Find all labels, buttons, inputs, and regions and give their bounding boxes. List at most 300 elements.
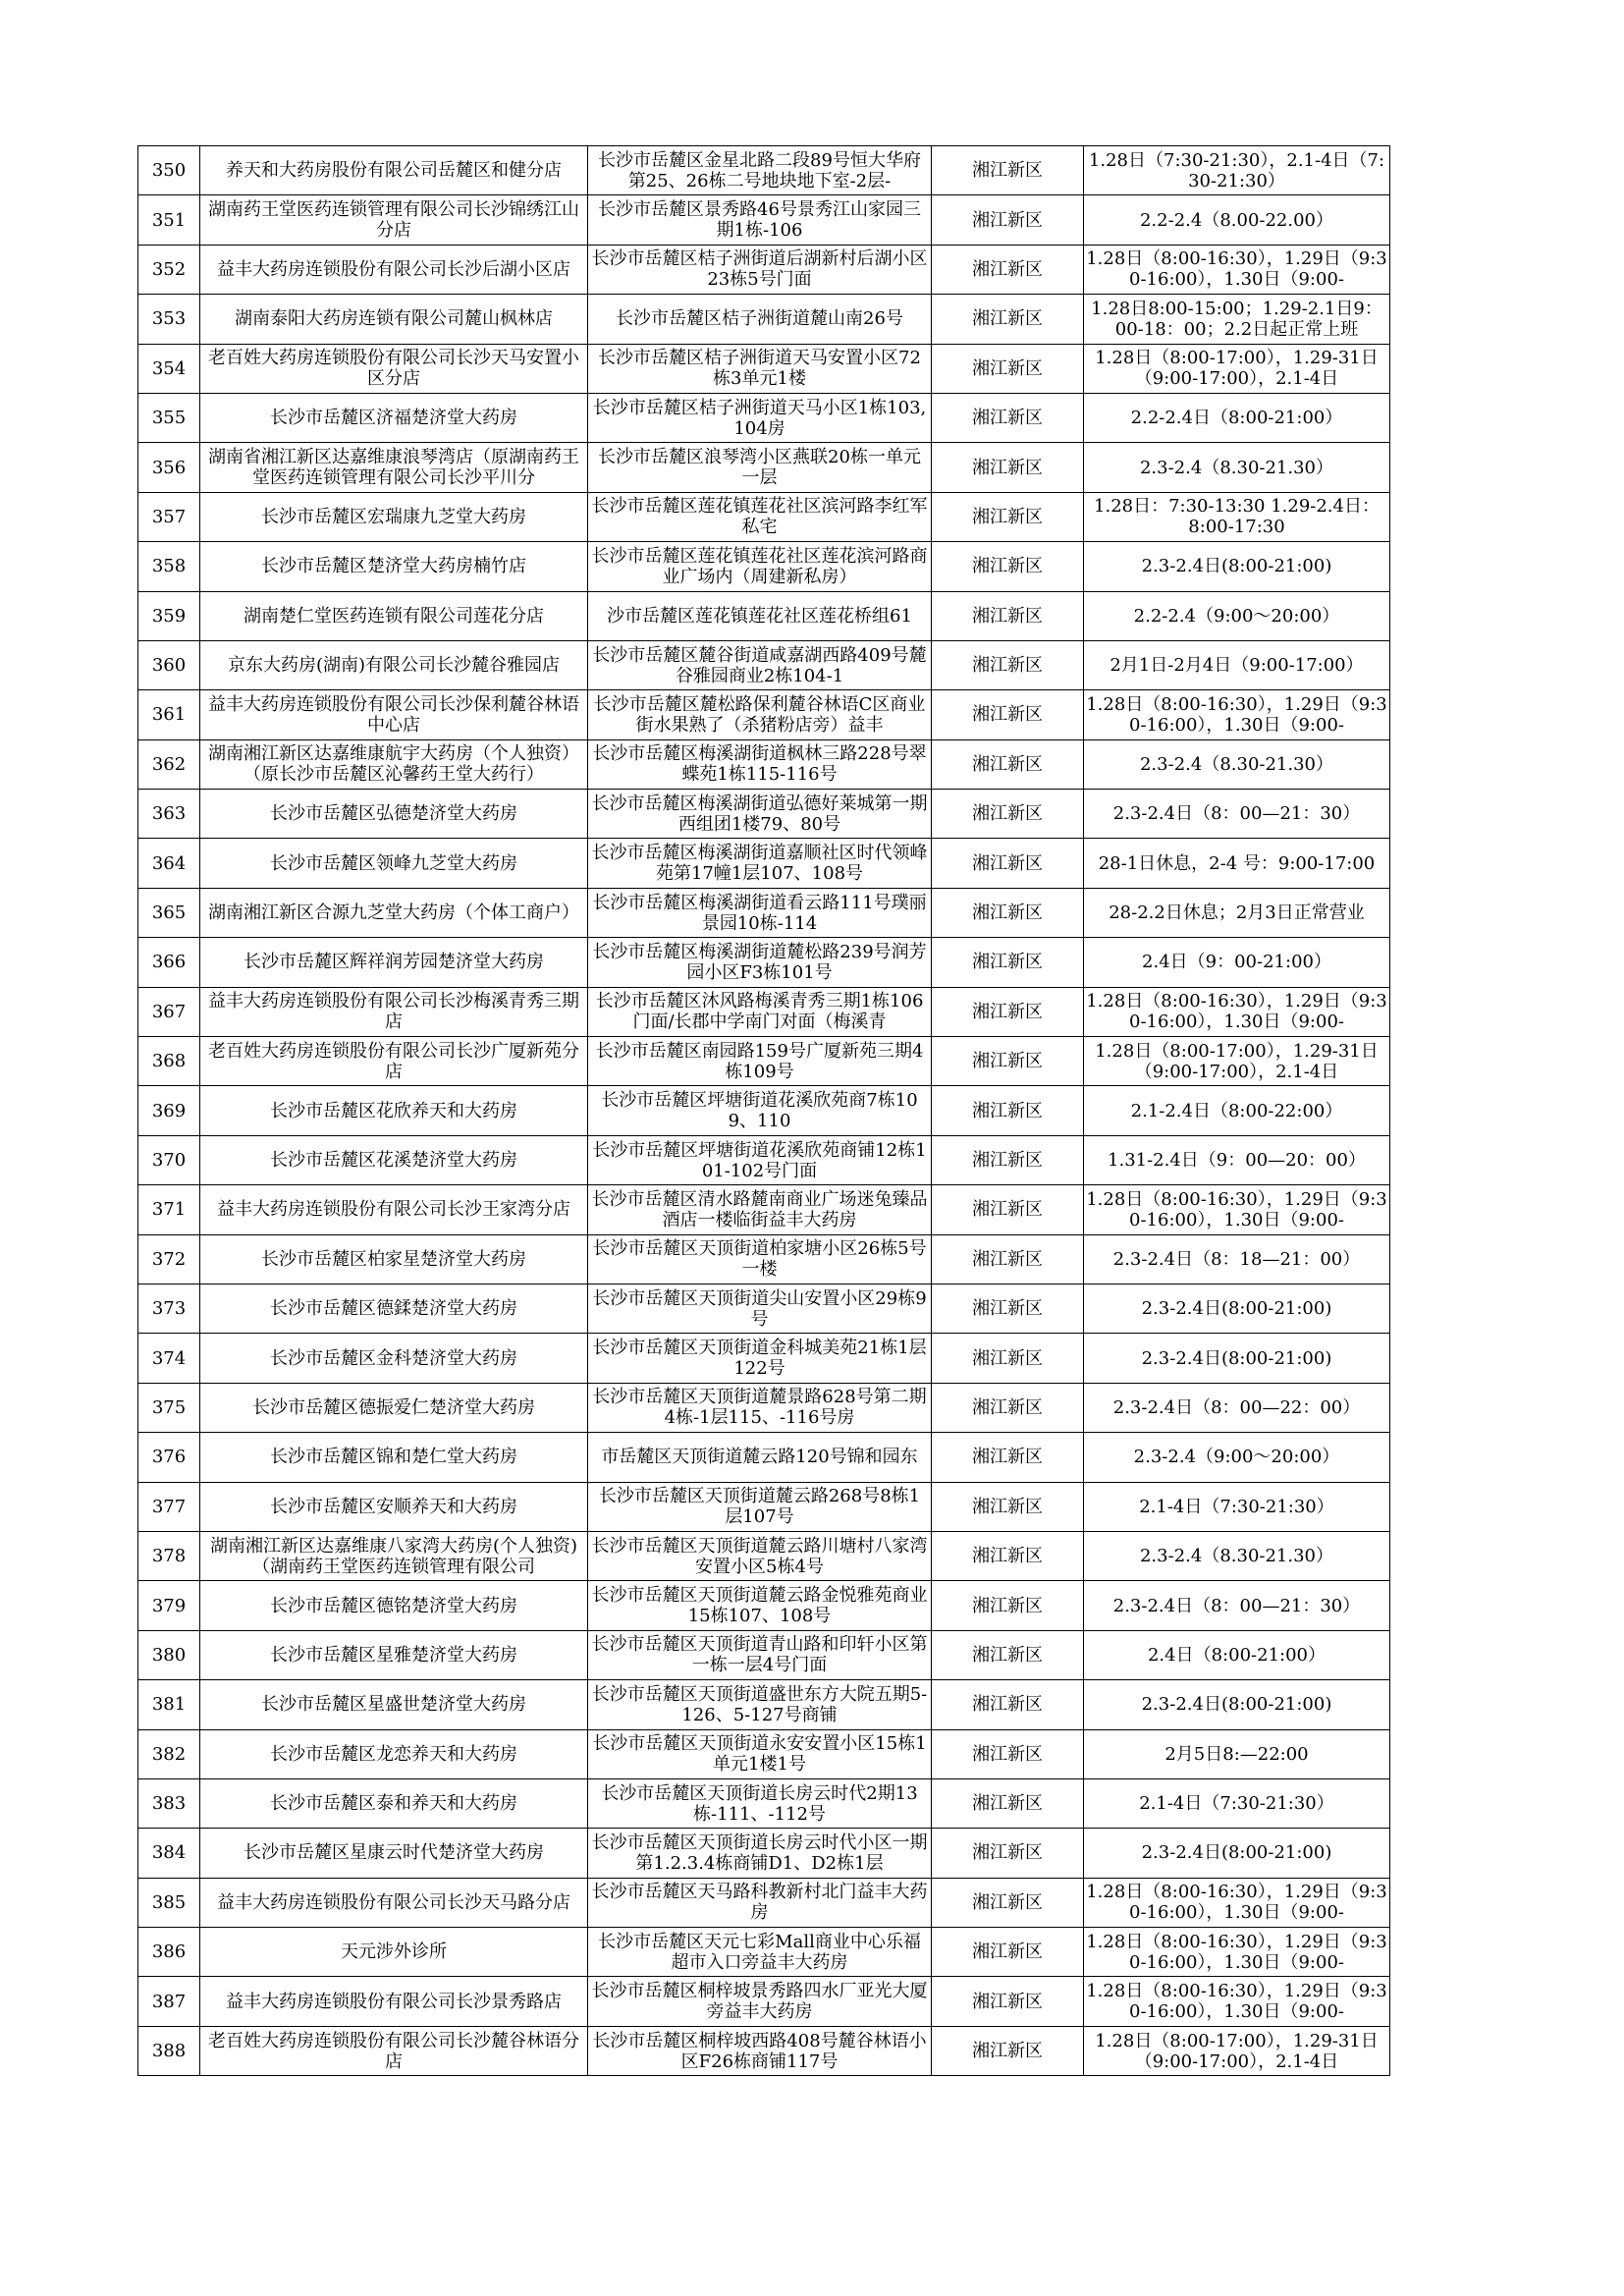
business-hours-cell	[1084, 1037, 1390, 1086]
district-cell	[932, 1729, 1084, 1778]
row-number-cell	[138, 1581, 200, 1630]
row-number-cell	[138, 1829, 200, 1878]
pharmacy-address-cell	[588, 344, 932, 393]
district-cell	[932, 1284, 1084, 1333]
business-hours: 2月5日8:—22:00	[1164, 1743, 1309, 1765]
pharmacy-name-cell	[200, 1581, 588, 1630]
table-row	[138, 492, 1390, 541]
district: 湘江新区	[972, 408, 1043, 429]
pharmacy-name-cell	[200, 542, 588, 591]
pharmacy-name-cell	[200, 1630, 588, 1679]
pharmacy-address-cell	[588, 1334, 932, 1383]
pharmacy-name: 益丰大药房连锁股份有限公司长沙后湖小区店	[217, 258, 570, 280]
table-row	[138, 195, 1390, 245]
business-hours: 1.28日（8:00-16:30），1.29日（9:30-16:00），1.30日（9:00-	[1086, 693, 1387, 736]
business-hours-cell	[1084, 245, 1390, 294]
business-hours: 1.28日（8:00-16:30），1.29日（9:30-16:00），1.30日（9:00-	[1086, 1981, 1387, 2023]
row-number-cell	[138, 690, 200, 739]
pharmacy-address-cell	[588, 1234, 932, 1284]
pharmacy-address: 长沙市岳麓区梅溪湖街道嘉顺社区时代领峰苑第17幢1层107、108号	[591, 843, 928, 885]
pharmacy-address-cell	[588, 1185, 932, 1234]
pharmacy-address-cell	[588, 492, 932, 541]
district: 湘江新区	[972, 1743, 1043, 1765]
row-number: 373	[151, 1298, 187, 1320]
business-hours: 2.3-2.4（8.30-21.30）	[1139, 457, 1334, 478]
row-number: 357	[151, 506, 187, 527]
row-number-cell	[138, 1928, 200, 1977]
row-number: 388	[151, 2041, 187, 2062]
pharmacy-address: 长沙市岳麓区金星北路二段89号恒大华府第25、26栋二号地块地下室-2层-	[598, 149, 921, 191]
district-cell	[932, 888, 1084, 937]
table-row	[138, 1086, 1390, 1135]
row-number-cell	[138, 1433, 200, 1482]
pharmacy-name-cell	[200, 195, 588, 245]
district-cell	[932, 344, 1084, 393]
pharmacy-name: 长沙市岳麓区领峰九芝堂大药房	[270, 852, 517, 874]
pharmacy-name: 养天和大药房股份有限公司岳麓区和健分店	[226, 160, 562, 182]
pharmacy-address: 长沙市岳麓区天顶街道金科城美苑21栋1层122号	[592, 1338, 927, 1380]
district-cell	[932, 790, 1084, 839]
pharmacy-name-cell	[200, 443, 588, 492]
district: 湘江新区	[972, 1595, 1043, 1616]
table-row	[138, 1482, 1390, 1531]
pharmacy-address: 长沙市岳麓区天顶街道长房云时代小区一期第1.2.3.4栋商铺D1、D2栋1层	[591, 1831, 928, 1874]
table-row	[138, 1334, 1390, 1383]
pharmacy-address: 长沙市岳麓区坪塘街道花溪欣苑商7栋109、110	[601, 1090, 918, 1132]
pharmacy-name-cell	[200, 739, 588, 789]
pharmacy-address-cell	[588, 1284, 932, 1333]
pharmacy-address-cell	[588, 1630, 932, 1679]
pharmacy-address-cell	[588, 1135, 932, 1184]
pharmacy-name-cell	[200, 1234, 588, 1284]
business-hours-cell	[1084, 1928, 1390, 1977]
business-hours: 2.2-2.4（8.00-22.00）	[1139, 209, 1334, 231]
pharmacy-name-cell	[200, 146, 588, 195]
table-row	[138, 1928, 1390, 1977]
table-row	[138, 1680, 1390, 1729]
table-row	[138, 1977, 1390, 2026]
pharmacy-name: 长沙市岳麓区星盛世楚济堂大药房	[261, 1694, 526, 1716]
business-hours: 28-2.2日休息；2月3日正常营业	[1109, 902, 1365, 924]
pharmacy-address-cell	[588, 1878, 932, 1927]
row-number: 386	[151, 1941, 187, 1963]
pharmacy-address: 长沙市岳麓区莲花镇莲花社区滨河路李红军私宅	[591, 496, 928, 538]
row-number-cell	[138, 393, 200, 442]
row-number-cell	[138, 1531, 200, 1580]
row-number: 358	[151, 556, 187, 577]
district-cell	[932, 1234, 1084, 1284]
table-row	[138, 146, 1390, 195]
pharmacy-address: 长沙市岳麓区天顶街道青山路和印轩小区第一栋一层4号门面	[591, 1634, 928, 1676]
table-row	[138, 739, 1390, 789]
district-cell	[932, 640, 1084, 689]
pharmacy-address: 长沙市岳麓区梅溪湖街道麓松路239号润芳园小区F3栋101号	[592, 941, 927, 983]
pharmacy-name: 湖南省湘江新区达嘉维康浪琴湾店（原湖南药王堂医药连锁管理有限公司长沙平川分	[208, 447, 579, 489]
pharmacy-address: 长沙市岳麓区浪琴湾小区燕联20栋一单元一层	[598, 447, 921, 489]
district: 湘江新区	[972, 1891, 1043, 1913]
row-number: 376	[151, 1447, 187, 1468]
pharmacy-address: 长沙市岳麓区桔子洲街道天马安置小区72栋3单元1楼	[598, 348, 921, 390]
pharmacy-name-cell	[200, 987, 588, 1036]
pharmacy-address-cell	[588, 1482, 932, 1531]
district: 湘江新区	[972, 1051, 1043, 1072]
pharmacy-address: 长沙市岳麓区天顶街道柏家塘小区26栋5号一楼	[592, 1238, 927, 1281]
pharmacy-name-cell	[200, 1977, 588, 2026]
district: 湘江新区	[972, 803, 1043, 825]
district-cell	[932, 492, 1084, 541]
row-number-cell	[138, 888, 200, 937]
business-hours: 2.3-2.4（9:00～20:00）	[1133, 1447, 1340, 1468]
business-hours-cell	[1084, 987, 1390, 1036]
business-hours: 1.28日（8:00-17:00），1.29-31日（9:00-17:00），2.1-4日	[1095, 348, 1379, 390]
business-hours-cell	[1084, 443, 1390, 492]
district: 湘江新区	[972, 1001, 1043, 1022]
business-hours-cell	[1084, 1234, 1390, 1284]
row-number-cell	[138, 1778, 200, 1828]
district-cell	[932, 690, 1084, 739]
business-hours: 28-1日休息，2-4 号：9:00-17:00	[1098, 852, 1376, 874]
pharmacy-name: 长沙市岳麓区安顺养天和大药房	[270, 1496, 517, 1517]
pharmacy-address: 长沙市岳麓区天元七彩Mall商业中心乐福超市入口旁益丰大药房	[598, 1931, 921, 1973]
pharmacy-address: 长沙市岳麓区景秀路46号景秀江山家园三期1栋-106	[598, 199, 921, 242]
pharmacy-address-cell	[588, 790, 932, 839]
pharmacy-name: 长沙市岳麓区锦和楚仁堂大药房	[270, 1447, 517, 1468]
pharmacy-name: 京东大药房(湖南)有限公司长沙麓谷雅园店	[227, 655, 561, 677]
district-cell	[932, 591, 1084, 640]
district-cell	[932, 1135, 1084, 1184]
pharmacy-name-cell	[200, 1433, 588, 1482]
row-number-cell	[138, 195, 200, 245]
district-cell	[932, 1383, 1084, 1432]
row-number-cell	[138, 1037, 200, 1086]
table-row	[138, 1531, 1390, 1580]
table-row	[138, 1383, 1390, 1432]
pharmacy-table	[137, 145, 1390, 2076]
pharmacy-address: 长沙市岳麓区天顶街道麓云路268号8栋1层107号	[598, 1486, 921, 1528]
pharmacy-address-cell	[588, 1729, 932, 1778]
pharmacy-address-cell	[588, 146, 932, 195]
district: 湘江新区	[972, 160, 1043, 182]
pharmacy-address: 沙市岳麓区莲花镇莲花社区莲花桥组61	[607, 605, 912, 627]
row-number: 382	[151, 1743, 187, 1765]
district: 湘江新区	[972, 753, 1043, 775]
pharmacy-address-cell	[588, 1531, 932, 1580]
business-hours: 1.28日（8:00-16:30），1.29日（9:30-16:00），1.30日（9:00-	[1086, 1882, 1387, 1924]
row-number-cell	[138, 1334, 200, 1383]
pharmacy-address: 长沙市岳麓区天顶街道长房云时代2期13栋-111、-112号	[601, 1782, 918, 1825]
district-cell	[932, 1086, 1084, 1135]
pharmacy-address: 长沙市岳麓区梅溪湖街道枫林三路228号翠蝶苑1栋115-116号	[592, 743, 927, 786]
row-number-cell	[138, 1729, 200, 1778]
district: 湘江新区	[972, 605, 1043, 627]
pharmacy-name-cell	[200, 1680, 588, 1729]
table-body	[138, 146, 1390, 2076]
business-hours: 2.3-2.4日(8:00-21:00)	[1141, 1694, 1332, 1716]
district: 湘江新区	[972, 1150, 1043, 1171]
table-row	[138, 1135, 1390, 1184]
row-number: 352	[151, 258, 187, 280]
business-hours: 1.28日（8:00-17:00），1.29-31日（9:00-17:00），2.1-4日	[1095, 2030, 1379, 2072]
district: 湘江新区	[972, 258, 1043, 280]
district-cell	[932, 987, 1084, 1036]
district-cell	[932, 739, 1084, 789]
pharmacy-name: 长沙市岳麓区辉祥润芳园楚济堂大药房	[244, 952, 544, 973]
district: 湘江新区	[972, 1100, 1043, 1121]
row-number-cell	[138, 640, 200, 689]
district: 湘江新区	[972, 1546, 1043, 1567]
business-hours-cell	[1084, 2026, 1390, 2075]
table-row	[138, 1630, 1390, 1679]
pharmacy-address: 长沙市岳麓区天马路科教新村北门益丰大药房	[591, 1882, 928, 1924]
pharmacy-address-cell	[588, 1433, 932, 1482]
row-number: 387	[151, 1991, 187, 2012]
table-row	[138, 295, 1390, 344]
pharmacy-address-cell	[588, 1581, 932, 1630]
business-hours: 2.3-2.4日（8：00—21：30）	[1112, 803, 1361, 825]
pharmacy-name-cell	[200, 295, 588, 344]
pharmacy-name-cell	[200, 1135, 588, 1184]
business-hours: 2.1-2.4日（8:00-22:00）	[1130, 1100, 1343, 1121]
pharmacy-address: 长沙市岳麓区莲花镇莲花社区莲花滨河路商业广场内（周建新私房）	[591, 545, 928, 587]
business-hours-cell	[1084, 1829, 1390, 1878]
pharmacy-address-cell	[588, 1037, 932, 1086]
pharmacy-address: 长沙市岳麓区桔子洲街道天马小区1栋103,104房	[592, 397, 927, 439]
business-hours: 1.28日：7:30-13:30 1.29-2.4日：8:00-17:30	[1094, 496, 1380, 538]
business-hours-cell	[1084, 640, 1390, 689]
table-row	[138, 393, 1390, 442]
district-cell	[932, 542, 1084, 591]
district: 湘江新区	[972, 1396, 1043, 1418]
pharmacy-name: 益丰大药房连锁股份有限公司长沙王家湾分店	[217, 1199, 570, 1221]
row-number-cell	[138, 591, 200, 640]
pharmacy-name-cell	[200, 1878, 588, 1927]
pharmacy-address-cell	[588, 1977, 932, 2026]
district: 湘江新区	[972, 308, 1043, 330]
district-cell	[932, 1185, 1084, 1234]
pharmacy-name-cell	[200, 839, 588, 888]
pharmacy-address: 长沙市岳麓区天顶街道盛世东方大院五期5-126、5-127号商铺	[591, 1683, 928, 1725]
business-hours: 1.28日（8:00-16:30），1.29日（9:30-16:00），1.30日（9:00-	[1086, 991, 1387, 1033]
pharmacy-address: 长沙市岳麓区清水路麓南商业广场迷兔臻品酒店一楼临街益丰大药房	[591, 1188, 928, 1230]
pharmacy-name-cell	[200, 1482, 588, 1531]
pharmacy-name-cell	[200, 1383, 588, 1432]
district: 湘江新区	[972, 1248, 1043, 1270]
pharmacy-name: 老百姓大药房连锁股份有限公司长沙天马安置小区分店	[208, 348, 579, 390]
table-row	[138, 1433, 1390, 1482]
pharmacy-name: 长沙市岳麓区金科楚济堂大药房	[270, 1347, 517, 1369]
district: 湘江新区	[972, 1199, 1043, 1221]
business-hours: 2.1-4日（7:30-21:30）	[1139, 1793, 1334, 1815]
row-number-cell	[138, 492, 200, 541]
row-number-cell	[138, 790, 200, 839]
row-number-cell	[138, 1977, 200, 2026]
pharmacy-address-cell	[588, 195, 932, 245]
row-number-cell	[138, 1185, 200, 1234]
district-cell	[932, 839, 1084, 888]
pharmacy-name-cell	[200, 393, 588, 442]
pharmacy-name-cell	[200, 1334, 588, 1383]
row-number: 372	[151, 1248, 187, 1270]
pharmacy-name: 长沙市岳麓区柏家星楚济堂大药房	[261, 1248, 526, 1270]
table-row	[138, 938, 1390, 987]
row-number: 356	[151, 457, 187, 478]
row-number-cell	[138, 1878, 200, 1927]
district: 湘江新区	[972, 209, 1043, 231]
business-hours-cell	[1084, 1680, 1390, 1729]
pharmacy-address: 长沙市岳麓区沐风路梅溪青秀三期1栋106门面/长郡中学南门对面（梅溪青	[595, 991, 924, 1033]
business-hours: 1.28日（8:00-16:30），1.29日（9:30-16:00），1.30日（9:00-	[1086, 1188, 1387, 1230]
pharmacy-address-cell	[588, 295, 932, 344]
business-hours-cell	[1084, 690, 1390, 739]
pharmacy-address-cell	[588, 1928, 932, 1977]
district: 湘江新区	[972, 556, 1043, 577]
row-number: 369	[151, 1100, 187, 1121]
table-row	[138, 1185, 1390, 1234]
district: 湘江新区	[972, 902, 1043, 924]
row-number-cell	[138, 1630, 200, 1679]
business-hours-cell	[1084, 739, 1390, 789]
district-cell	[932, 1977, 1084, 2026]
business-hours: 2.2-2.4日（8:00-21:00）	[1130, 408, 1343, 429]
table-row	[138, 690, 1390, 739]
row-number-cell	[138, 1383, 200, 1432]
district: 湘江新区	[972, 852, 1043, 874]
business-hours-cell	[1084, 591, 1390, 640]
pharmacy-address-cell	[588, 690, 932, 739]
pharmacy-name: 长沙市岳麓区弘德楚济堂大药房	[270, 803, 517, 825]
business-hours-cell	[1084, 1729, 1390, 1778]
table-row	[138, 839, 1390, 888]
district-cell	[932, 195, 1084, 245]
pharmacy-address-cell	[588, 839, 932, 888]
pharmacy-name-cell	[200, 1086, 588, 1135]
pharmacy-address: 长沙市岳麓区桔子洲街道后湖新村后湖小区23栋5号门面	[591, 248, 928, 291]
district: 湘江新区	[972, 1298, 1043, 1320]
pharmacy-name-cell	[200, 492, 588, 541]
district-cell	[932, 393, 1084, 442]
pharmacy-address: 长沙市岳麓区麓谷街道咸嘉湖西路409号麓谷雅园商业2栋104-1	[592, 644, 927, 686]
business-hours: 2.3-2.4日（8：18—21：00）	[1112, 1248, 1361, 1270]
row-number-cell	[138, 1482, 200, 1531]
row-number-cell	[138, 1234, 200, 1284]
pharmacy-address: 长沙市岳麓区天顶街道麓云路金悦雅苑商业15栋107、108号	[591, 1585, 928, 1627]
business-hours-cell	[1084, 1185, 1390, 1234]
pharmacy-address-cell	[588, 1383, 932, 1432]
row-number: 361	[151, 704, 187, 726]
business-hours-cell	[1084, 1977, 1390, 2026]
table-row	[138, 1234, 1390, 1284]
row-number: 354	[151, 357, 187, 379]
district-cell	[932, 146, 1084, 195]
table-row	[138, 1778, 1390, 1828]
row-number-cell	[138, 344, 200, 393]
table-row	[138, 542, 1390, 591]
pharmacy-name: 湖南湘江新区合源九芝堂大药房（个体工商户）	[208, 902, 579, 924]
row-number-cell	[138, 938, 200, 987]
district: 湘江新区	[972, 1644, 1043, 1666]
district: 湘江新区	[972, 1347, 1043, 1369]
pharmacy-name: 长沙市岳麓区德鍒楚济堂大药房	[270, 1298, 517, 1320]
pharmacy-name: 益丰大药房连锁股份有限公司长沙景秀路店	[226, 1991, 562, 2012]
row-number-cell	[138, 443, 200, 492]
row-number: 367	[151, 1001, 187, 1022]
business-hours-cell	[1084, 1433, 1390, 1482]
row-number: 378	[151, 1546, 187, 1567]
row-number: 384	[151, 1842, 187, 1864]
pharmacy-name: 长沙市岳麓区花欣养天和大药房	[270, 1100, 517, 1121]
row-number-cell	[138, 2026, 200, 2075]
pharmacy-address-cell	[588, 987, 932, 1036]
business-hours-cell	[1084, 1531, 1390, 1580]
pharmacy-name-cell	[200, 1037, 588, 1086]
table-row	[138, 790, 1390, 839]
business-hours-cell	[1084, 1482, 1390, 1531]
business-hours-cell	[1084, 195, 1390, 245]
pharmacy-name: 长沙市岳麓区济福楚济堂大药房	[270, 408, 517, 429]
row-number: 375	[151, 1396, 187, 1418]
business-hours: 2.3-2.4日（8：00—22：00）	[1112, 1396, 1361, 1418]
pharmacy-name-cell	[200, 2026, 588, 2075]
pharmacy-name: 长沙市岳麓区楚济堂大药房楠竹店	[261, 556, 526, 577]
business-hours: 2.3-2.4（8.30-21.30）	[1139, 753, 1334, 775]
table-row	[138, 1829, 1390, 1878]
district-cell	[932, 1531, 1084, 1580]
row-number: 350	[151, 160, 187, 182]
business-hours: 2.4日（9：00-21:00）	[1142, 952, 1331, 973]
pharmacy-address-cell	[588, 640, 932, 689]
pharmacy-name-cell	[200, 1729, 588, 1778]
district: 湘江新区	[972, 952, 1043, 973]
table-row	[138, 591, 1390, 640]
business-hours: 1.28日（8:00-16:30），1.29日（9:30-16:00），1.30日（9:00-	[1086, 1931, 1387, 1973]
business-hours-cell	[1084, 295, 1390, 344]
district-cell	[932, 443, 1084, 492]
pharmacy-name: 长沙市岳麓区星雅楚济堂大药房	[270, 1644, 517, 1666]
table-row	[138, 2026, 1390, 2075]
table-row	[138, 640, 1390, 689]
pharmacy-name-cell	[200, 888, 588, 937]
pharmacy-name: 长沙市岳麓区德振爱仁楚济堂大药房	[252, 1396, 535, 1418]
pharmacy-address-cell	[588, 443, 932, 492]
table-row	[138, 888, 1390, 937]
business-hours: 1.31-2.4日（9：00—20：00）	[1108, 1150, 1366, 1171]
business-hours-cell	[1084, 888, 1390, 937]
business-hours: 2.4日（8:00-21:00）	[1147, 1644, 1326, 1666]
table-row	[138, 443, 1390, 492]
pharmacy-address-cell	[588, 1829, 932, 1878]
pharmacy-name-cell	[200, 1185, 588, 1234]
pharmacy-name: 益丰大药房连锁股份有限公司长沙天马路分店	[217, 1891, 570, 1913]
district: 湘江新区	[972, 655, 1043, 677]
table-row	[138, 1581, 1390, 1630]
district: 湘江新区	[972, 2041, 1043, 2062]
row-number: 380	[151, 1644, 187, 1666]
district: 湘江新区	[972, 357, 1043, 379]
pharmacy-address: 长沙市岳麓区桐梓坡景秀路四水厂亚光大厦旁益丰大药房	[591, 1981, 928, 2023]
pharmacy-name: 长沙市岳麓区星康云时代楚济堂大药房	[244, 1842, 544, 1864]
pharmacy-name-cell	[200, 640, 588, 689]
district: 湘江新区	[972, 1793, 1043, 1815]
pharmacy-name: 湖南湘江新区达嘉维康航宇大药房（个人独资）（原长沙市岳麓区沁馨药王堂大药行）	[208, 743, 579, 786]
pharmacy-name-cell	[200, 938, 588, 987]
district-cell	[932, 1829, 1084, 1878]
business-hours: 2.3-2.4日(8:00-21:00)	[1141, 1347, 1332, 1369]
row-number-cell	[138, 839, 200, 888]
row-number-cell	[138, 1680, 200, 1729]
district-cell	[932, 1928, 1084, 1977]
table-row	[138, 1729, 1390, 1778]
district-cell	[932, 1334, 1084, 1383]
